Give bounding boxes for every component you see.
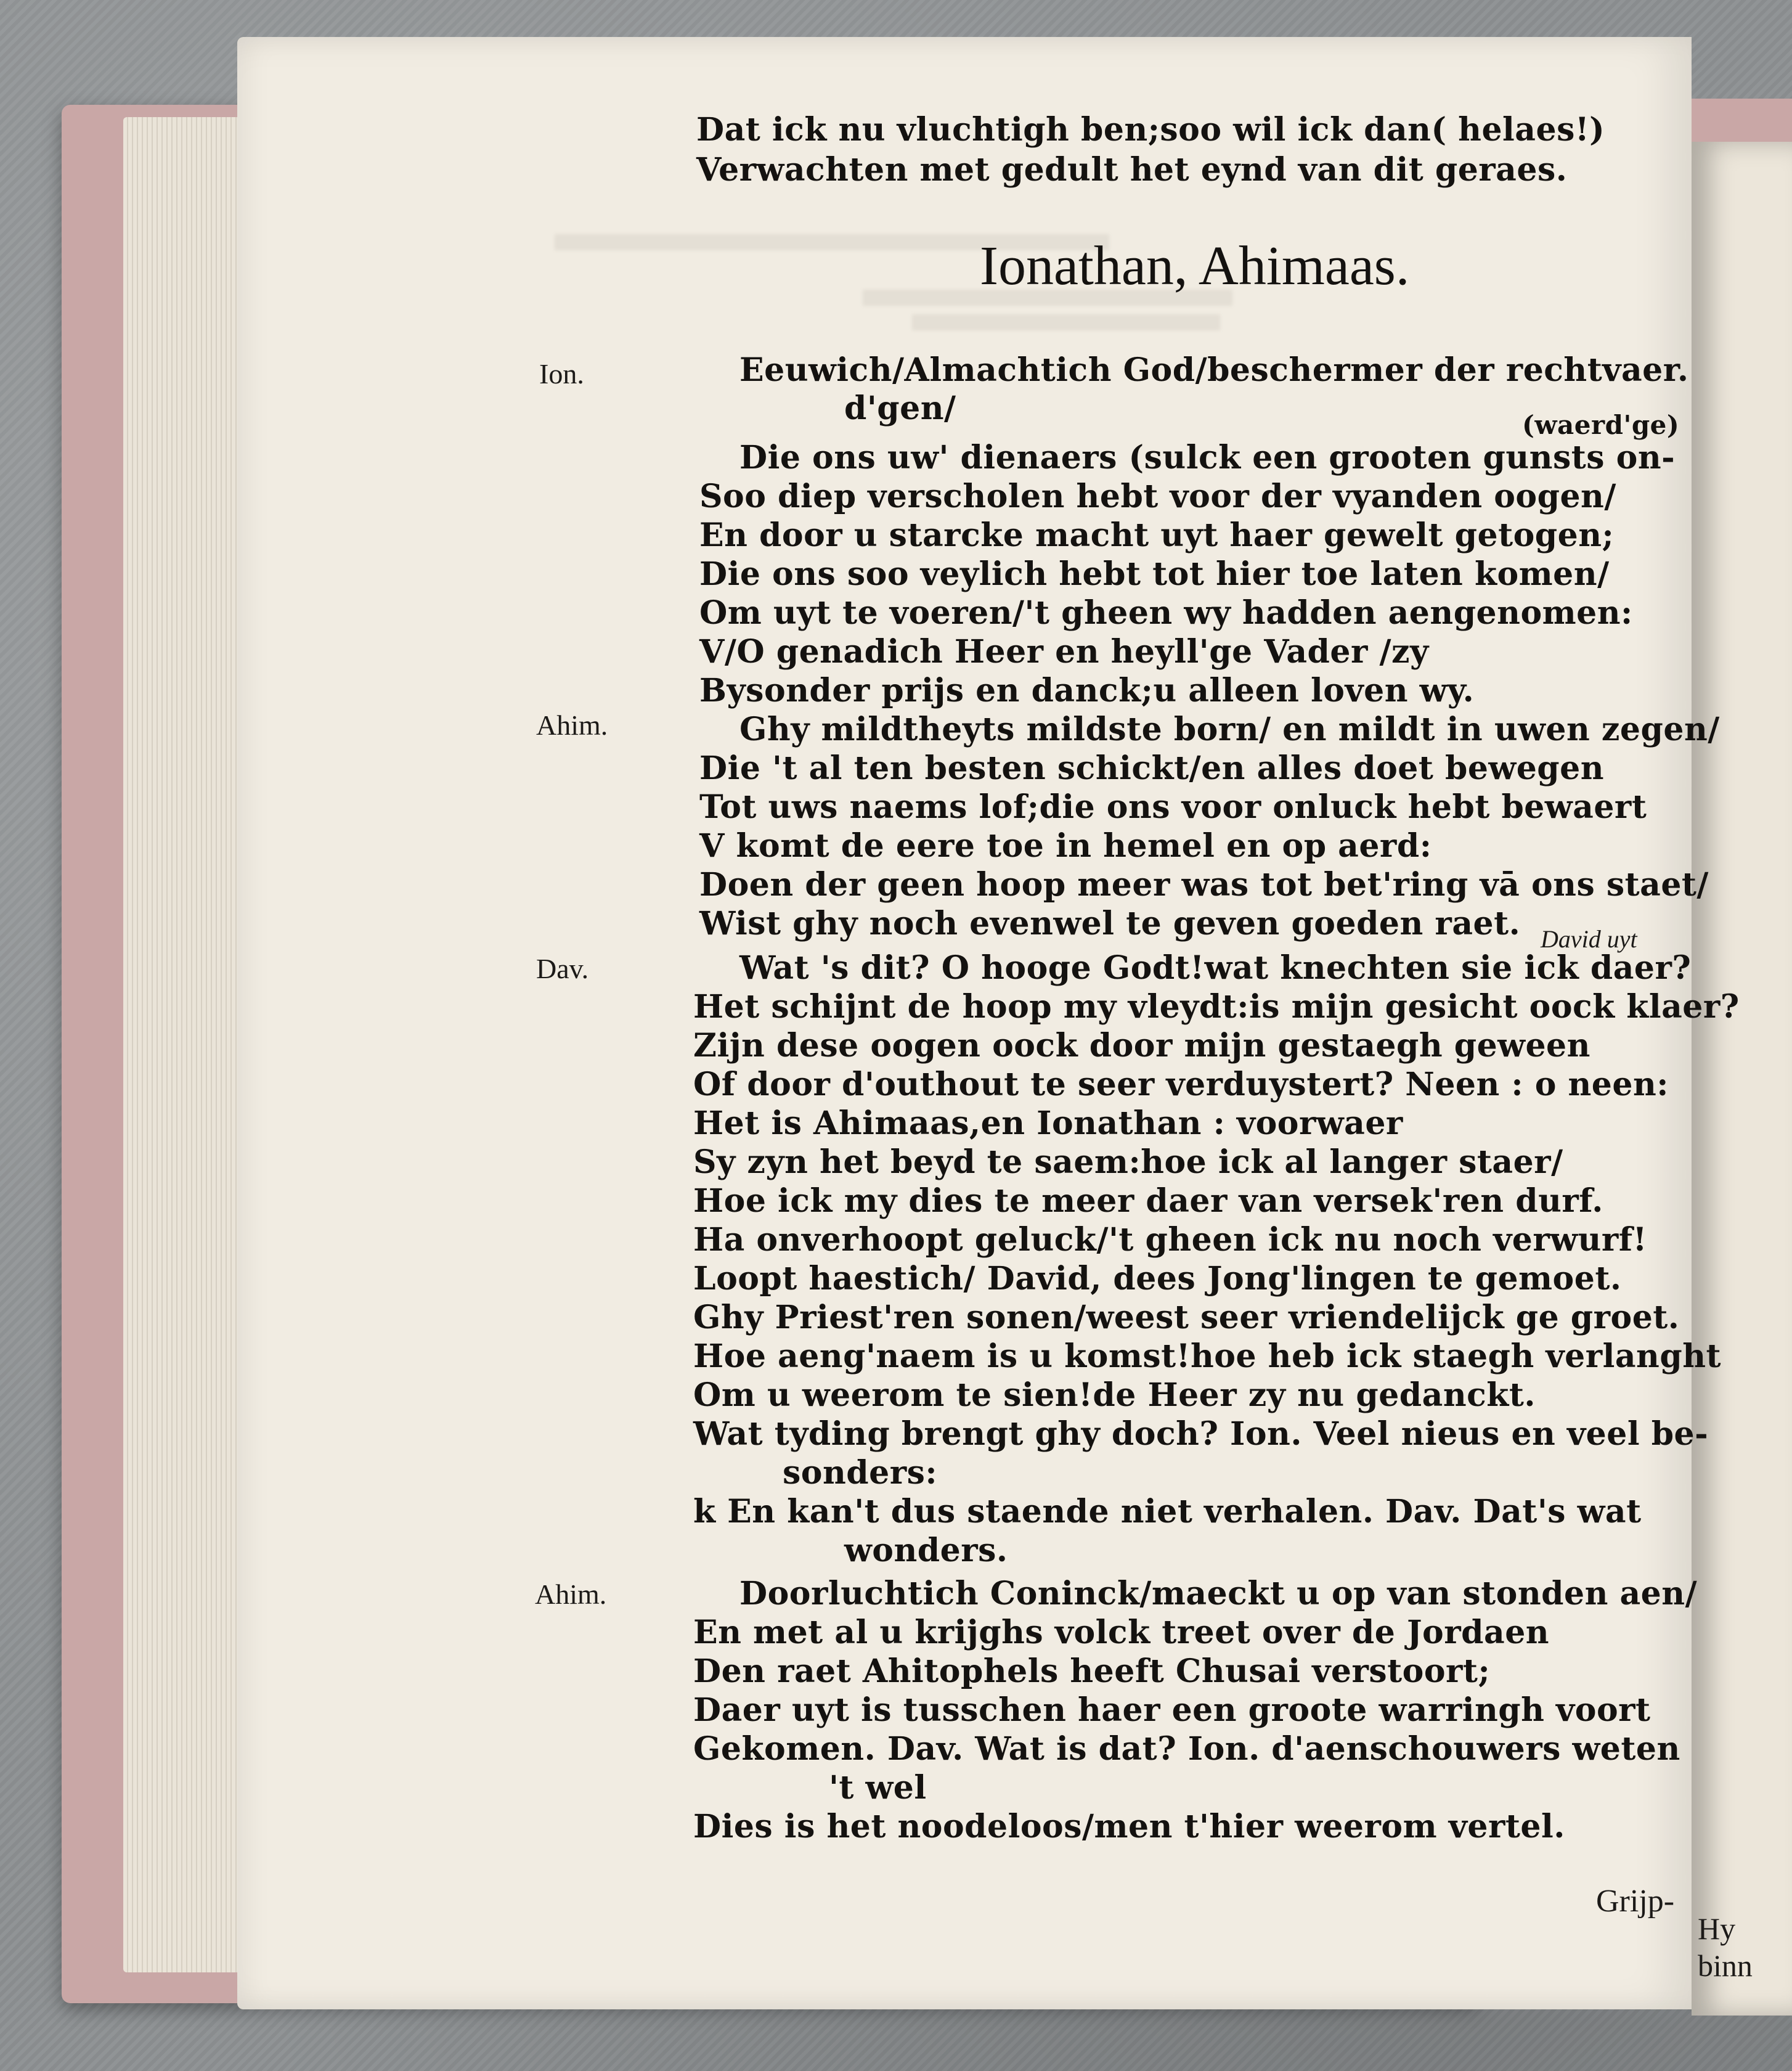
text-line: Bysonder prijs en danck;u alleen loven wy. [699, 672, 1475, 709]
text-line: Loopt haestich/ David, dees Jong'lingen te gemoet. [693, 1260, 1622, 1297]
text-line: En met al u krijghs volck treet over de Jordaen [693, 1614, 1550, 1651]
text-line: Om u weerom te sien!de Heer zy nu gedanckt. [693, 1376, 1536, 1414]
text-line: Die ons soo veylich hebt tot hier toe laten komen/ [699, 555, 1610, 593]
speaker-label: Dav. [536, 953, 589, 984]
text-line: V komt de eere toe in hemel en op aerd: [699, 827, 1432, 865]
text-line: Het schijnt de hoop my vleydt:is mijn gesicht oock klaer? [693, 988, 1740, 1026]
right-page-word-2: binn [1698, 1948, 1753, 1983]
bleed-through [912, 314, 1220, 330]
text-line: Wat 's dit? O hooge Godt!wat knechten sie ick daer? [739, 949, 1692, 987]
text-line: Verwachten met gedult het eynd van dit geraes. [696, 151, 1568, 189]
speaker-label: Ahim. [535, 1579, 607, 1610]
scene-heading: Ionathan, Ahimaas. [980, 235, 1410, 296]
text-line: Of door d'outhout te seer verduystert? Neen : o neen: [693, 1066, 1669, 1103]
text-line: sonders: [783, 1454, 938, 1492]
text-line: Die 't al ten besten schickt/en alles doet bewegen [699, 750, 1605, 787]
text-line: En door u starcke macht uyt haer gewelt getogen; [699, 517, 1615, 554]
text-line: Zijn dese oogen oock door mijn gestaegh geween [693, 1027, 1590, 1064]
text-line: Ghy mildtheyts mildste born/ en mildt in uwen zegen/ [739, 711, 1720, 748]
text-line: Daer uyt is tusschen haer een groote warringh voort [693, 1691, 1651, 1729]
text-line: Ha onverhoopt geluck/'t gheen ick nu noch verwurf! [693, 1221, 1647, 1259]
text-line: V/O genadich Heer en heyll'ge Vader /zy [699, 633, 1429, 671]
text-line: Den raet Ahitophels heeft Chusai verstoort; [693, 1652, 1491, 1690]
text-line: Soo diep verscholen hebt voor der vyanden oogen/ [699, 478, 1616, 515]
text-line: Hoe aeng'naem is u komst!hoe heb ick staegh verlanght [693, 1338, 1722, 1375]
text-line: Dat ick nu vluchtigh ben;soo wil ick dan( helaes!) [696, 111, 1605, 149]
text-line: Doorluchtich Coninck/maeckt u op van stonden aen/ [739, 1575, 1698, 1612]
text-line: Doen der geen hoop meer was tot bet'ring vā ons staet/ [699, 866, 1709, 904]
text-line: Ghy Priest'ren sonen/weest seer vriendelijck ge groet. [693, 1299, 1680, 1336]
text-line: Om uyt te voeren/'t gheen wy hadden aengenomen: [699, 594, 1633, 632]
text-line: Gekomen. Dav. Wat is dat? Ion. d'aenschouwers weten [693, 1730, 1680, 1768]
text-line: wonders. [844, 1532, 1008, 1569]
text-line: Dies is het noodeloos/men t'hier weerom vertel. [693, 1808, 1565, 1845]
right-page-word-1: Hy [1698, 1911, 1736, 1946]
text-line: Tot uws naems lof;die ons voor onluck hebt bewaert [699, 788, 1647, 826]
text-line: d'gen/ [844, 390, 956, 427]
text-line: Hoe ick my dies te meer daer van versek'ren durf. [693, 1182, 1603, 1220]
text-line: Die ons uw' dienaers (sulck een grooten gunsts on- [739, 439, 1676, 476]
page-block-edges [123, 117, 240, 1972]
text-line: Wist ghy noch evenwel te geven goeden raet. [699, 905, 1521, 942]
text-line: Eeuwich/Almachtich God/beschermer der rechtvaer. [739, 351, 1689, 389]
text-line: (waerd'ge) [1522, 410, 1680, 440]
text-line: k En kan't dus staende niet verhalen. Dav. Dat's wat [693, 1493, 1642, 1530]
catchword: Grijp- [1596, 1884, 1675, 1919]
text-line: Het is Ahimaas,en Ionathan : voorwaer [693, 1105, 1403, 1142]
text-line: Wat tyding brengt ghy doch? Ion. Veel nieus en veel be- [693, 1415, 1709, 1453]
text-line: Sy zyn het beyd te saem:hoe ick al langer staer/ [693, 1143, 1563, 1181]
side-note: David uyt [1541, 925, 1637, 953]
text-line: 't wel [829, 1769, 927, 1807]
speaker-label: Ahim. [536, 709, 608, 741]
right-page [1692, 142, 1792, 2016]
speaker-label: Ion. [539, 358, 584, 390]
